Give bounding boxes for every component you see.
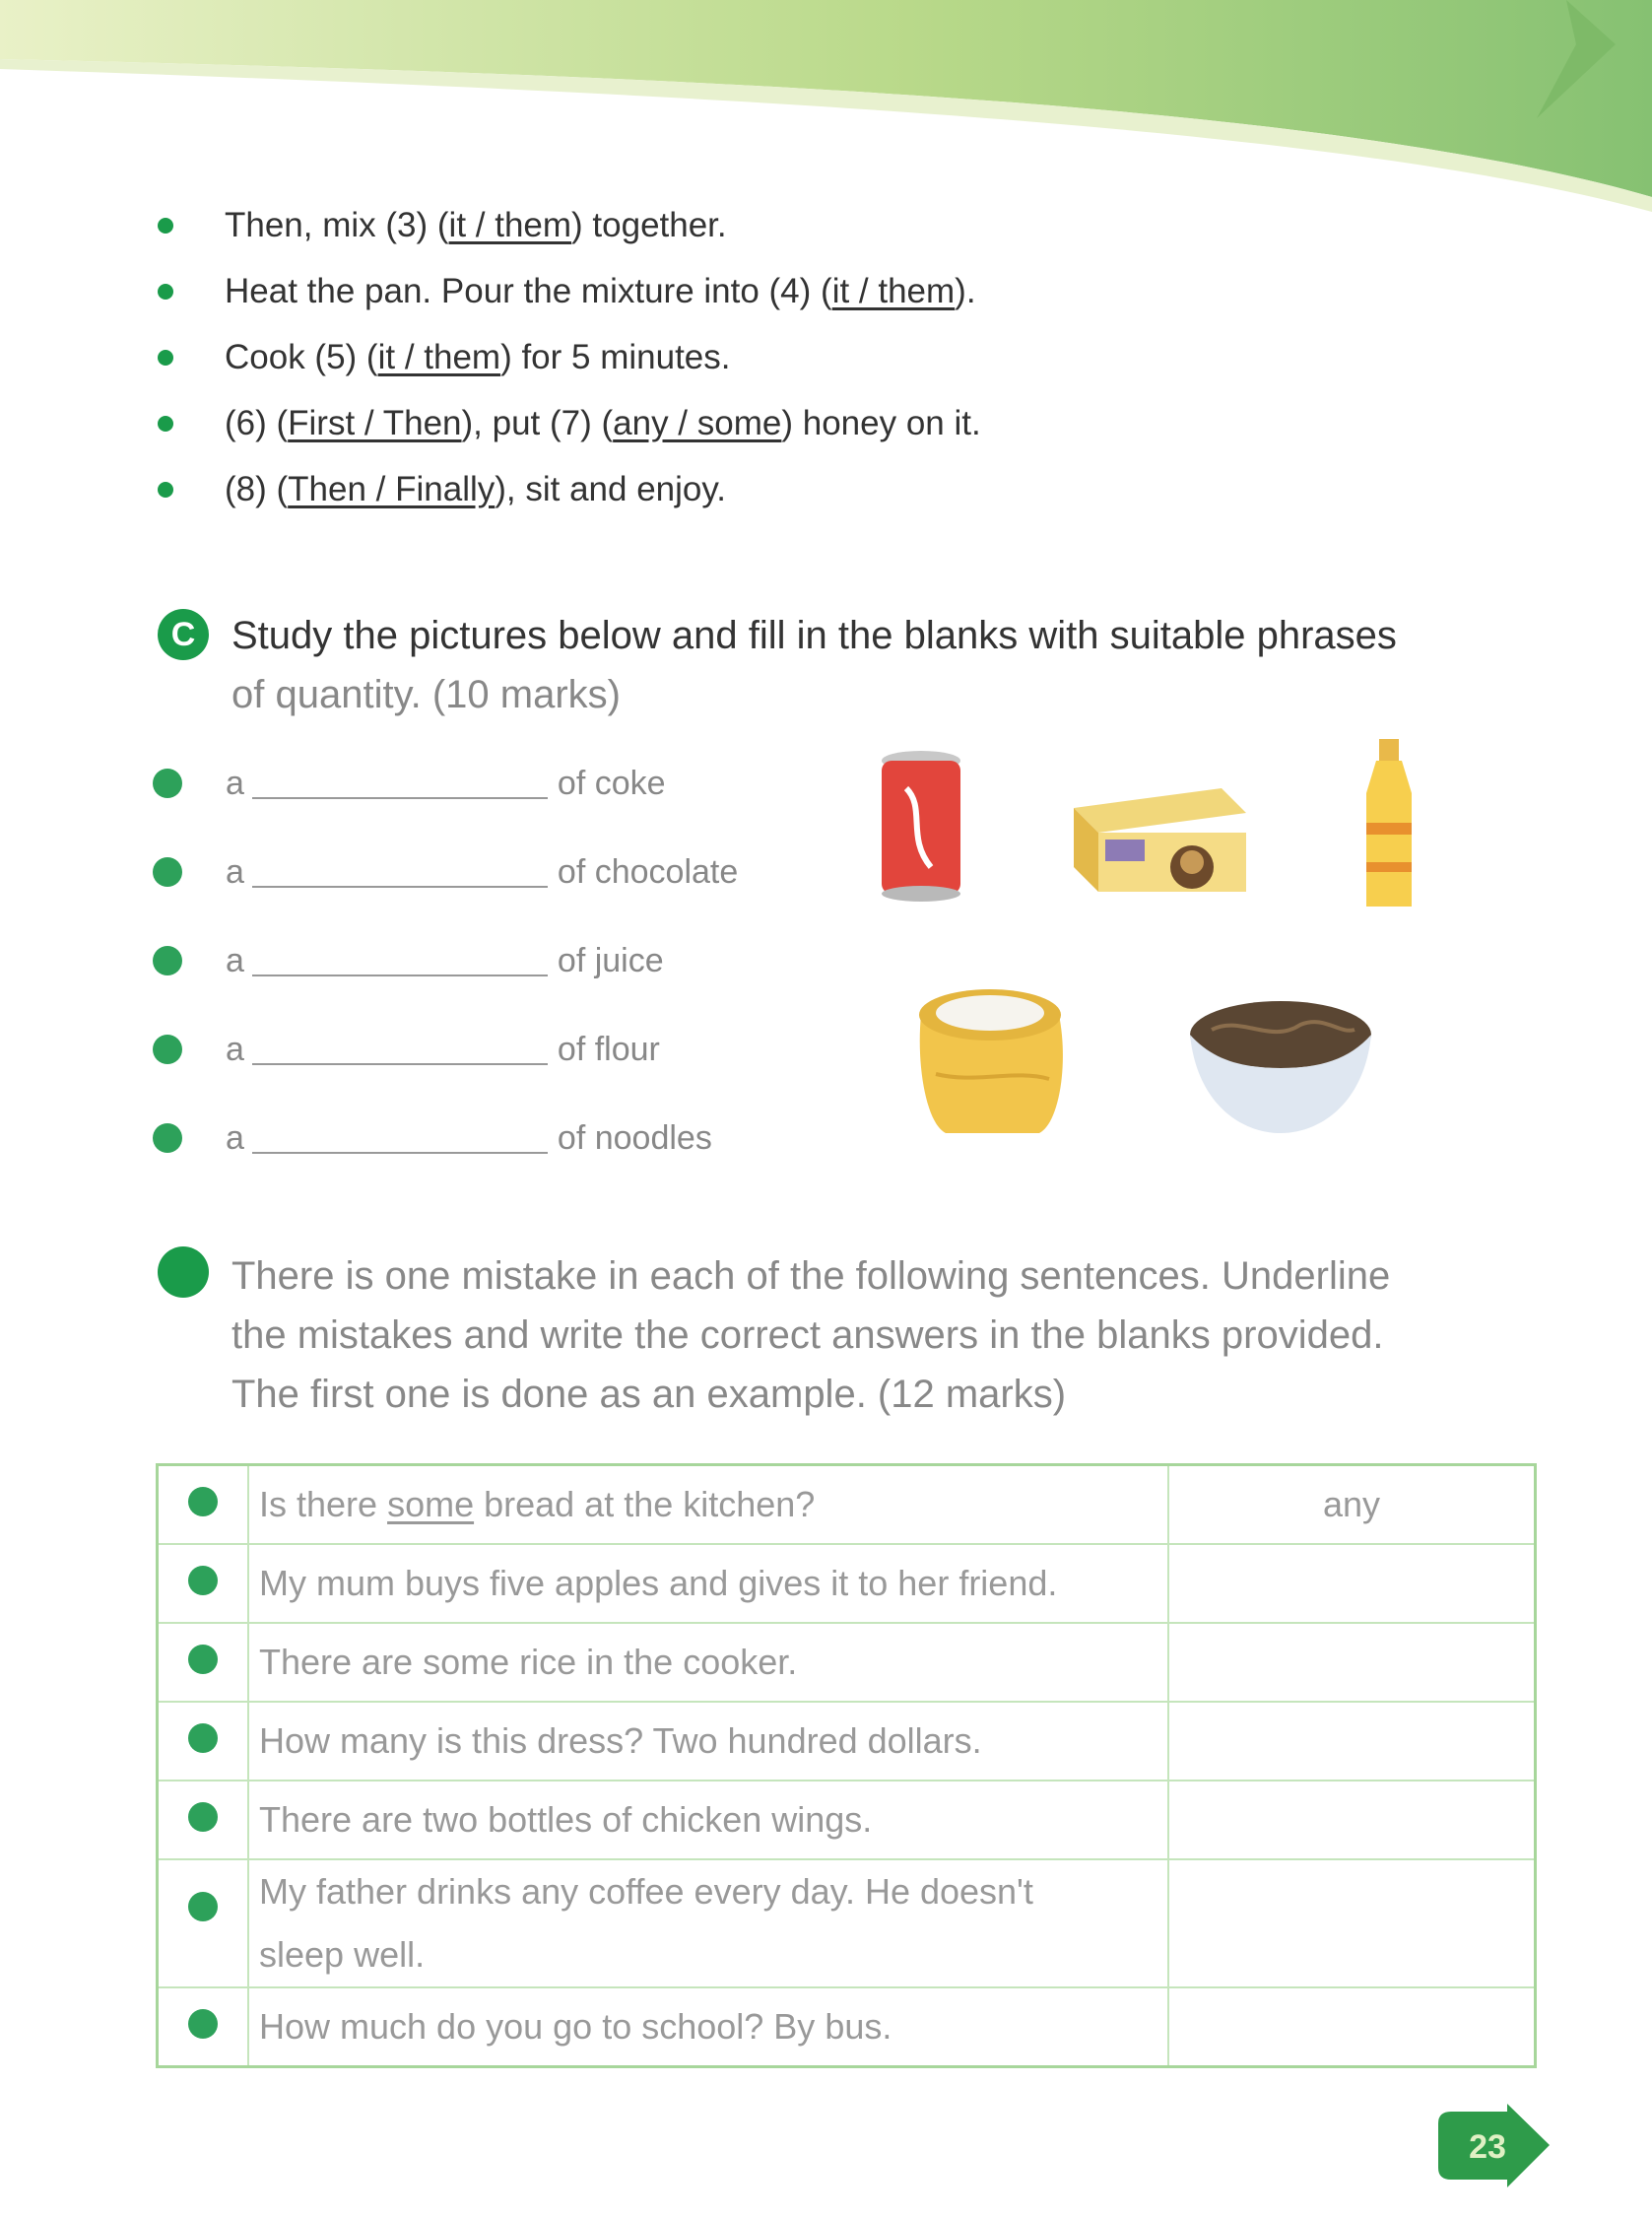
- bullet-dot: [158, 416, 173, 432]
- table-row: [158, 1859, 1536, 1987]
- sentence-cell: How many is this dress? Two hundred dollars.: [248, 1702, 1168, 1781]
- bullet-dot: [158, 350, 173, 366]
- section-d-badge: [158, 1246, 209, 1298]
- underlined-mistake: some: [387, 1484, 475, 1524]
- sentence-cell: My father drinks any coffee every day. He doesn't sleep well.: [248, 1859, 1168, 1987]
- list-item: a of noodles: [153, 1094, 803, 1182]
- list-item: a of flour: [153, 1005, 803, 1094]
- table-row: [158, 1465, 1536, 1545]
- bullet-dot: [188, 1723, 218, 1753]
- chocolate-box-picture: [1054, 769, 1251, 897]
- bullet-dot: [153, 857, 182, 887]
- answer-cell[interactable]: [1168, 1987, 1536, 2067]
- answer-blank[interactable]: [252, 945, 548, 976]
- flour-bag-picture: [906, 975, 1074, 1143]
- table-row: [158, 1623, 1536, 1702]
- answer-blank[interactable]: [252, 1034, 548, 1065]
- quantity-list: [153, 739, 803, 1182]
- table-row: [158, 1987, 1536, 2067]
- answer-blank[interactable]: [252, 856, 548, 888]
- list-item: (6) ( First / Then ), put (7) ( any / some ) honey on it.: [158, 390, 1438, 456]
- choice-option[interactable]: First / Then: [288, 403, 462, 442]
- sentence-cell: Is there some bread at the kitchen?: [248, 1465, 1168, 1545]
- answer-blank[interactable]: [252, 768, 548, 799]
- sentence-cell: There are two bottles of chicken wings.: [248, 1781, 1168, 1859]
- answer-cell[interactable]: [1168, 1623, 1536, 1702]
- list-item: Then, mix (3) ( it / them ) together.: [158, 192, 1438, 258]
- juice-bottle-picture: [1355, 739, 1423, 916]
- answer-blank[interactable]: [252, 1122, 548, 1154]
- choice-option[interactable]: it / them: [831, 271, 956, 310]
- answer-cell[interactable]: [1168, 1781, 1536, 1859]
- correction-table: [156, 1463, 1537, 2068]
- answer-cell[interactable]: [1168, 1702, 1536, 1781]
- sentence-cell: There are some rice in the cooker.: [248, 1623, 1168, 1702]
- food-pictures: [847, 729, 1458, 1182]
- answer-cell[interactable]: any: [1168, 1465, 1536, 1545]
- bullet-dot: [188, 1566, 218, 1595]
- exercise-b-list: [158, 192, 1438, 522]
- table-row: [158, 1781, 1536, 1859]
- list-item: a of chocolate: [153, 828, 803, 916]
- section-d-instruction: There is one mistake in each of the following sentences. Underline the mistakes and write the correct answers in the blanks provided. The first one is done as an example. (12 marks): [231, 1254, 1391, 1416]
- page-number-arrow-icon[interactable]: [1433, 2104, 1552, 2187]
- bullet-dot: [188, 2009, 218, 2039]
- bullet-dot: [188, 1892, 218, 1921]
- section-c-instruction: Study the pictures below and fill in the blanks with suitable phrases of quantity. (10 marks): [231, 614, 1397, 716]
- bullet-dot: [153, 1035, 182, 1064]
- list-item: Cook (5) ( it / them ) for 5 minutes.: [158, 324, 1438, 390]
- bullet-dot: [153, 1123, 182, 1153]
- list-item: (8) ( Then / Finally ), sit and enjoy.: [158, 456, 1438, 522]
- list-item: a of juice: [153, 916, 803, 1005]
- table-row: [158, 1544, 1536, 1623]
- choice-option[interactable]: Then / Finally: [288, 469, 496, 508]
- choice-option[interactable]: it / them: [448, 205, 572, 244]
- bullet-dot: [188, 1645, 218, 1674]
- sentence-cell: My mum buys five apples and gives it to her friend.: [248, 1544, 1168, 1623]
- bullet-dot: [188, 1487, 218, 1516]
- bullet-dot: [158, 284, 173, 300]
- bullet-dot: [158, 482, 173, 498]
- choice-option[interactable]: any / some: [613, 403, 782, 442]
- bullet-dot: [153, 946, 182, 975]
- bullet-dot: [188, 1802, 218, 1832]
- section-c-badge: C: [158, 609, 209, 660]
- list-item: a of coke: [153, 739, 803, 828]
- bullet-dot: [158, 218, 173, 234]
- coke-can-picture: [877, 749, 965, 907]
- answer-cell[interactable]: [1168, 1859, 1536, 1987]
- noodle-bowl-picture: [1182, 985, 1379, 1143]
- choice-option[interactable]: it / them: [377, 337, 501, 376]
- page-number: 23: [1469, 2128, 1506, 2166]
- table-row: [158, 1702, 1536, 1781]
- sentence-cell: How much do you go to school? By bus.: [248, 1987, 1168, 2067]
- answer-cell[interactable]: [1168, 1544, 1536, 1623]
- bullet-dot: [153, 769, 182, 798]
- list-item: Heat the pan. Pour the mixture into (4) ( it / them ).: [158, 258, 1438, 324]
